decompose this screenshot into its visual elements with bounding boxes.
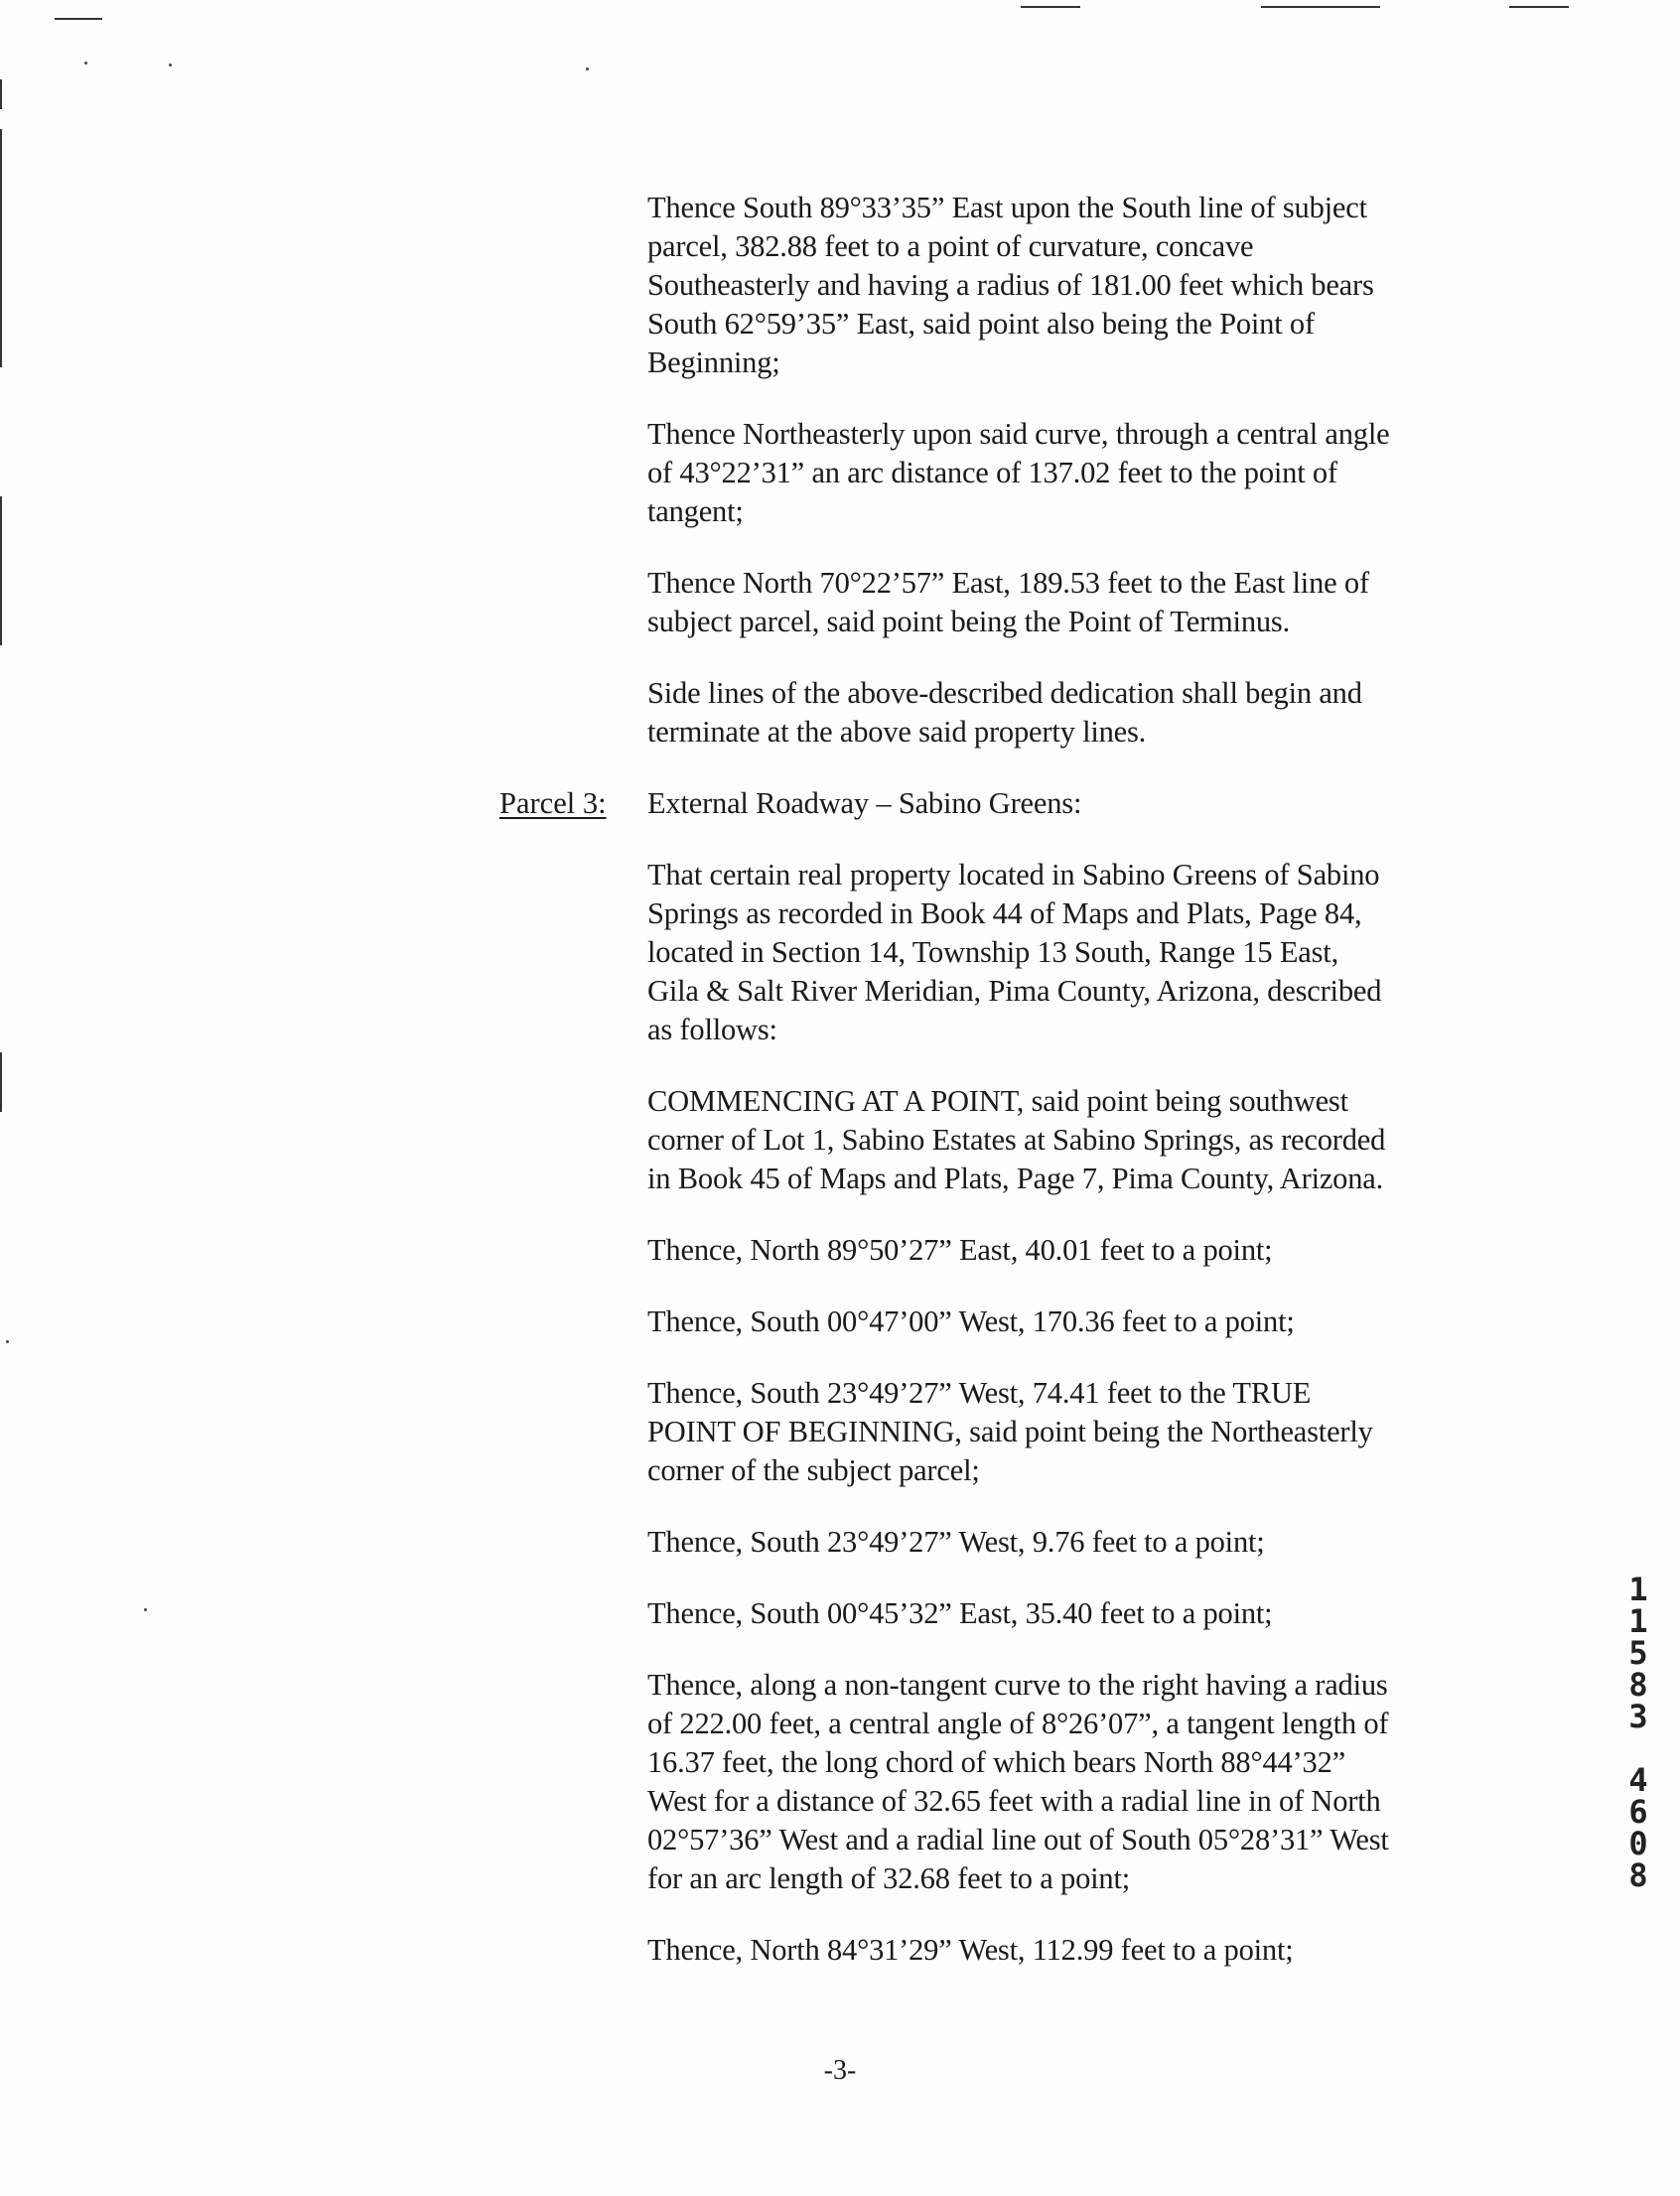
- paragraph: [647, 1594, 1501, 1633]
- text-line: located in Section 14, Township 13 South, Range 15 East,: [647, 935, 1339, 969]
- stamp-digit: [1618, 1732, 1658, 1764]
- scan-dot: [169, 64, 172, 67]
- text-line: Thence, along a non-tangent curve to the right having a radius: [647, 1668, 1388, 1702]
- paragraph: [647, 1374, 1501, 1490]
- text-line: Beginning;: [647, 345, 780, 379]
- text-line: terminate at the above said property lines.: [647, 715, 1147, 749]
- stamp-digit: 4: [1628, 1761, 1648, 1799]
- stamp-digit: 5: [1628, 1634, 1648, 1672]
- stamp-digit: 3: [1628, 1698, 1648, 1735]
- parcel-title: [647, 784, 1501, 823]
- text-line: Thence, South 00°45’32” East, 35.40 feet to a point;: [647, 1596, 1273, 1630]
- stamp-digit: 6: [1628, 1793, 1648, 1831]
- text-line: POINT OF BEGINNING, said point being the Northeasterly: [647, 1415, 1373, 1448]
- side-stamp: [1618, 1571, 1658, 1894]
- text-line: Thence, North 84°31’29” West, 112.99 feet to a point;: [647, 1933, 1294, 1967]
- text-line: Thence, South 23°49’27” West, 9.76 feet to a point;: [647, 1525, 1265, 1559]
- text-line: as follows:: [647, 1013, 777, 1046]
- paragraph: [647, 1303, 1501, 1341]
- text-line: Thence, South 23°49’27” West, 74.41 feet to the TRUE: [647, 1376, 1312, 1410]
- text-line: Thence, North 89°50’27” East, 40.01 feet to a point;: [647, 1233, 1273, 1267]
- text-line: Springs as recorded in Book 44 of Maps and Plats, Page 84,: [647, 896, 1362, 930]
- scan-dot: [586, 68, 589, 70]
- paragraph: [647, 1082, 1501, 1198]
- text-line: Gila & Salt River Meridian, Pima County, Arizona, described: [647, 974, 1382, 1008]
- text-line: COMMENCING AT A POINT, said point being southwest: [647, 1084, 1348, 1118]
- text-line: 02°57’36” West and a radial line out of South 05°28’31” West: [647, 1823, 1389, 1856]
- scan-mark: [55, 18, 102, 20]
- paragraph: [647, 564, 1501, 641]
- paragraph: [647, 1931, 1501, 1970]
- scan-dot: [84, 62, 87, 65]
- scan-mark: [1509, 6, 1569, 8]
- paragraph: [647, 1666, 1501, 1898]
- scan-mark: [1021, 6, 1080, 8]
- text-line: of 222.00 feet, a central angle of 8°26’07”, a tangent length of: [647, 1707, 1389, 1740]
- text-line: Thence South 89°33’35” East upon the South line of subject: [647, 191, 1367, 224]
- scan-dot: [6, 1340, 9, 1343]
- text-line: Southeasterly and having a radius of 181.00 feet which bears: [647, 268, 1374, 302]
- text-line: Thence North 70°22’57” East, 189.53 feet to the East line of: [647, 566, 1369, 600]
- document-body: [647, 189, 1501, 2002]
- paragraph: [647, 189, 1501, 382]
- text-line: of 43°22’31” an arc distance of 137.02 feet to the point of: [647, 456, 1337, 489]
- scan-mark: [0, 1052, 2, 1112]
- parcel-title-text: External Roadway – Sabino Greens:: [647, 786, 1082, 820]
- stamp-digit: 1: [1628, 1602, 1648, 1640]
- text-line: West for a distance of 32.65 feet with a radial line in of North: [647, 1784, 1381, 1818]
- scan-mark: [1261, 6, 1380, 8]
- paragraph: [647, 856, 1501, 1049]
- text-line: Thence Northeasterly upon said curve, through a central angle: [647, 417, 1390, 451]
- text-line: That certain real property located in Sabino Greens of Sabino: [647, 858, 1380, 892]
- text-line: corner of the subject parcel;: [647, 1453, 980, 1487]
- bottom-paragraphs: [647, 856, 1501, 1970]
- text-line: parcel, 382.88 feet to a point of curvature, concave: [647, 229, 1254, 263]
- paragraph: [647, 674, 1501, 752]
- text-line: 16.37 feet, the long chord of which bears North 88°44’32”: [647, 1745, 1345, 1779]
- stamp-digit: 8: [1628, 1856, 1648, 1894]
- text-line: for an arc length of 32.68 feet to a point;: [647, 1861, 1131, 1895]
- paragraph: [647, 1523, 1501, 1562]
- scan-dot: [144, 1608, 147, 1611]
- page-number: -3-: [823, 2055, 857, 2086]
- text-line: South 62°59’35” East, said point also being the Point of: [647, 307, 1315, 341]
- text-line: Thence, South 00°47’00” West, 170.36 feet to a point;: [647, 1304, 1295, 1338]
- top-paragraphs: [647, 189, 1501, 752]
- parcel-label: Parcel 3:: [499, 786, 607, 820]
- text-line: subject parcel, said point being the Point of Terminus.: [647, 605, 1291, 638]
- scan-mark: [0, 79, 2, 109]
- scan-mark: [0, 496, 2, 645]
- text-line: corner of Lot 1, Sabino Estates at Sabino Springs, as recorded: [647, 1123, 1386, 1157]
- stamp-digit: 8: [1628, 1666, 1648, 1704]
- text-line: Side lines of the above-described dedication shall begin and: [647, 676, 1362, 710]
- stamp-digit: 1: [1628, 1571, 1648, 1608]
- text-line: tangent;: [647, 494, 744, 528]
- text-line: in Book 45 of Maps and Plats, Page 7, Pima County, Arizona.: [647, 1162, 1384, 1195]
- paragraph: [647, 415, 1501, 531]
- scan-mark: [0, 129, 2, 367]
- paragraph: [647, 1231, 1501, 1270]
- stamp-digit: 0: [1628, 1825, 1648, 1862]
